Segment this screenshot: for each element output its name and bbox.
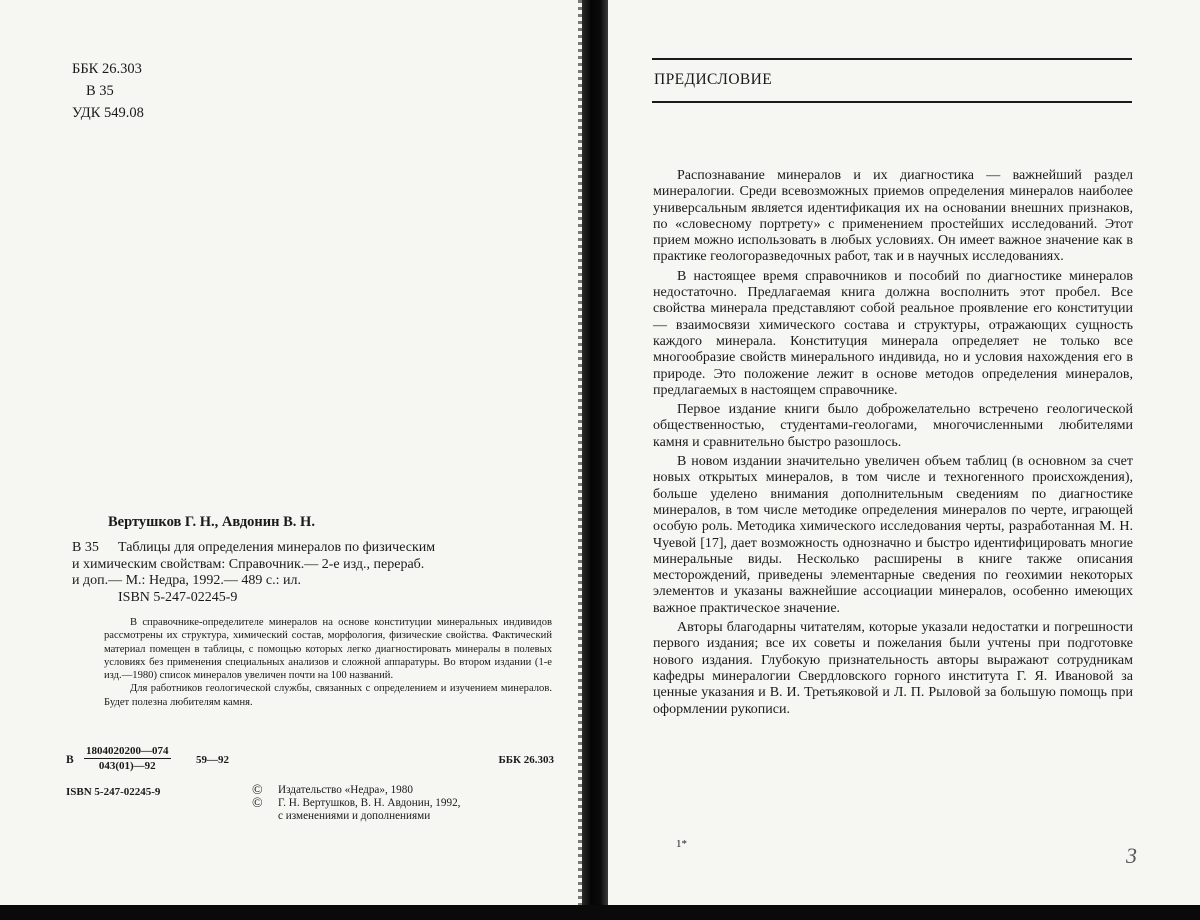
copyright-block <box>252 784 552 823</box>
copyright-row <box>252 784 552 797</box>
copyright-icon: © <box>252 796 263 811</box>
catalog-text <box>118 540 552 557</box>
annotation-paragraph: В справочнике-определителе минералов на основе конституции минеральных индивидов рассмотрены их структура, химический состав, морфология, физические свойства. Фактический материал помещен в таблицы, с помощью которых легко диагностировать минералы в полевых условиях без применения специальных анализов и сложной аппаратуры. Во втором издании (1-е изд.—1980) список минералов увеличен почти на 100 названий. <box>104 617 552 682</box>
left-page <box>0 0 588 905</box>
heading-rule <box>652 101 1132 103</box>
preface-paragraph: В новом издании значительно увеличен объем таблиц (в основном за счет новых открытых минералов, в том числе и техногенного происхождения), больше уделено внимания дополнительным сведениям по диагностике минералов, в том числе методике определения минералов по черте, играющей особую роль. Методика химического исследования черты, разработанная М. Н. Чуевой [17], дает возможность однозначно и быстро идентифицировать многие минеральные виды. Несколько расширены в книге также описания месторождений, приведены элементарные сведения по геохимии некоторых элементов и указаны важнейшие ассоциации минералов, особенно имеющих важное практическое значение. <box>653 454 1133 616</box>
annotation-paragraph: Для работников геологической службы, связанных с определением и изучением минералов. Будет полезна любителям камня. <box>104 683 552 708</box>
preface-paragraph: В настоящее время справочников и пособий по диагностике минералов недостаточно. Предлагаемая книга должна восполнить этот пробел. Все свойства минерала представляют собой реальное проявление его конституции — взаимосвязи химического состава и структуры, отражающих сущность каждого минерала. Конституция минерала определяет не только все многообразие свойств минерального индивида, но и условия нахождения его в природе. Это положение лежит в основе методов определения минералов, предлагаемых в настоящем справочнике. <box>653 268 1133 398</box>
preface-paragraph: Распознавание минералов и их диагностика — важнейший раздел минералогии. Среди всевозможных приемов определения минералов наиболее универсальным является идентификация их на основании внешних признаков, по «словесному портрету» с применением простейших исследований. Этот прием можно использовать в любых условиях. Он имеет важное значение как в практике геологоразведочных работ, так и в научных исследованиях. <box>653 168 1133 265</box>
publisher-code-row <box>66 745 554 779</box>
code-fraction <box>84 745 171 772</box>
catalog-isbn: ISBN 5-247-02245-9 <box>118 589 238 605</box>
code-prefix: В <box>66 754 74 766</box>
copyright-icon: © <box>252 783 263 798</box>
scan-bottom-edge <box>0 905 1200 920</box>
code-denominator: 043(01)—92 <box>98 760 156 772</box>
isbn-bottom: ISBN 5-247-02245-9 <box>66 786 161 798</box>
bbk-code: ББК 26.303 <box>72 61 142 77</box>
chapter-heading: ПРЕДИСЛОВИЕ <box>654 71 773 88</box>
catalog-line: и химическим свойствам: Справочник.— 2-е изд., перераб. <box>72 556 425 572</box>
code-numerator: 1804020200—074 <box>86 745 169 757</box>
classification-block <box>72 58 144 124</box>
annotation <box>104 616 552 709</box>
catalog-line: Таблицы для определения минералов по физическим <box>118 540 436 555</box>
preface-body <box>653 168 1133 721</box>
copyright-line: Г. Н. Вертушков, В. Н. Авдонин, 1992, <box>278 797 461 809</box>
preface-paragraph: Авторы благодарны читателям, которые указали недостатки и погрешности первого издания; все их советы и пожелания были учтены при подготовке нового издания. Глубокую признательность авторы выражают сотрудникам кафедры минералогии Свердловского горного института Г. Я. Ивановой за ценные указания и В. И. Третьяковой и Л. П. Рыловой за большую помощь при оформлении рукописи. <box>653 620 1133 717</box>
preface-paragraph: Первое издание книги было доброжелательно встречено геологической общественностью, студентами-геологами, многочисленными любителями камня и сравнительно быстро разошлось. <box>653 402 1133 450</box>
udk-code: УДК 549.08 <box>72 105 144 121</box>
copyright-row <box>252 797 552 810</box>
catalog-code: В 35 <box>72 540 99 555</box>
catalog-line: и доп.— М.: Недра, 1992.— 489 с.: ил. <box>72 573 302 588</box>
bbk-bottom: ББК 26.303 <box>498 754 554 766</box>
authors-heading: Вертушков Г. Н., Авдонин В. Н. <box>108 514 315 530</box>
page-number: 3 <box>1126 843 1137 868</box>
copyright-line: с изменениями и дополнениями <box>278 810 431 822</box>
author-mark: В 35 <box>86 83 114 99</box>
top-rule <box>652 58 1132 60</box>
signature-mark: 1* <box>676 838 687 850</box>
code-tail: 59—92 <box>196 754 229 766</box>
catalog-entry <box>72 540 552 606</box>
copyright-line: Издательство «Недра», 1980 <box>278 784 413 796</box>
